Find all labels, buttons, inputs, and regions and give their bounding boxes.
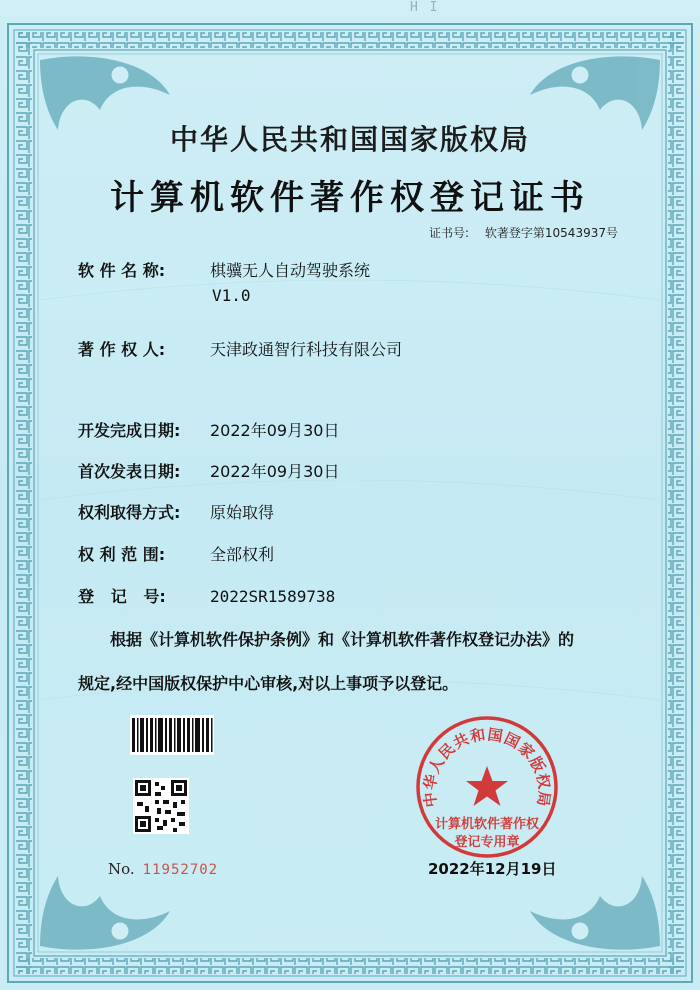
serial-prefix: No. bbox=[108, 860, 135, 878]
field-label: 著 作 权 人: bbox=[78, 340, 166, 359]
field-publication-date bbox=[78, 459, 339, 482]
field-label: 登 记 号: bbox=[78, 587, 166, 606]
seal-line-1: 计算机软件著作权 bbox=[434, 817, 539, 832]
field-value: 2022年09月30日 bbox=[210, 462, 340, 481]
field-software-name bbox=[78, 258, 370, 305]
field-registration-number bbox=[78, 584, 335, 607]
svg-text:中华人民共和国国家版权局: 中华人民共和国国家版权局 bbox=[420, 725, 554, 809]
field-label: 权利取得方式: bbox=[78, 503, 181, 522]
field-label: 软 件 名 称: bbox=[78, 261, 166, 280]
page-mark: H I bbox=[410, 0, 440, 15]
barcode bbox=[130, 715, 214, 755]
statement-line-2: 规定,经中国版权保护中心审核,对以上事项予以登记。 bbox=[78, 674, 459, 693]
field-label: 开发完成日期: bbox=[78, 421, 181, 440]
certificate-title: 计算机软件著作权登记证书 bbox=[110, 178, 590, 218]
statement-line-1: 根据《计算机软件保护条例》和《计算机软件著作权登记办法》的 bbox=[110, 630, 575, 649]
field-value: 全部权利 bbox=[210, 545, 275, 564]
field-value: 天津政通智行科技有限公司 bbox=[210, 340, 403, 359]
qr-code bbox=[133, 778, 189, 834]
issue-date: 2022年12月19日 bbox=[428, 860, 557, 878]
field-rights-scope bbox=[78, 542, 274, 565]
certificate-number-label: 证书号: bbox=[429, 226, 470, 240]
field-completion-date bbox=[78, 418, 339, 441]
field-value: 2022年09月30日 bbox=[210, 421, 340, 440]
field-version: V1.0 bbox=[212, 286, 251, 305]
field-copyright-owner bbox=[78, 337, 402, 360]
field-label: 首次发表日期: bbox=[78, 462, 181, 481]
legal-statement bbox=[78, 618, 638, 706]
serial-number bbox=[108, 860, 218, 878]
seal-line-2: 登记专用章 bbox=[454, 835, 520, 850]
field-label: 权 利 范 围: bbox=[78, 545, 166, 564]
field-value: 原始取得 bbox=[210, 503, 275, 522]
serial-value: 11952702 bbox=[142, 862, 219, 878]
field-acquisition-method bbox=[78, 500, 274, 523]
certificate-number-value: 软著登字第10543937号 bbox=[484, 226, 618, 240]
certificate-number bbox=[429, 224, 618, 241]
issuing-office: 中华人民共和国国家版权局 bbox=[169, 123, 530, 156]
field-value: 棋骥无人自动驾驶系统 bbox=[210, 261, 371, 280]
field-value: 2022SR1589738 bbox=[210, 587, 336, 606]
